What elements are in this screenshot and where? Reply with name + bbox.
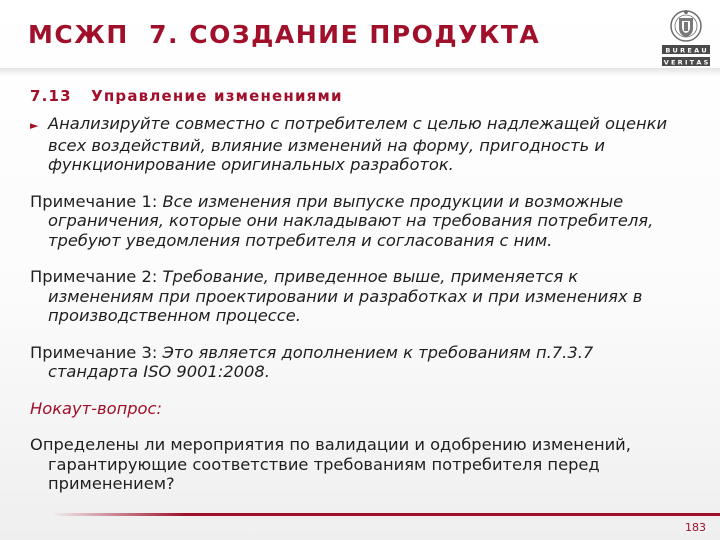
slide-content xyxy=(30,114,680,511)
note-3-text: Это является дополнением к требованиям п.7.3.7 стандарта ISO 9001:2008. xyxy=(48,342,594,381)
note-3-label: Примечание 3: xyxy=(30,342,163,362)
note-1 xyxy=(30,192,680,251)
page-number: 183 xyxy=(685,521,706,534)
knockout-label: Нокаут-вопрос: xyxy=(30,398,162,418)
bullet-item xyxy=(30,114,680,175)
bullet-text: Анализируйте совместно с потребителем с целью надлежащей оценки всех воздействий, влияние изменений на форму, пригодность и функционирование оригинальных разработок. xyxy=(48,114,668,174)
section-subtitle: 7.13 Управление изменениями xyxy=(30,87,343,105)
note-3 xyxy=(30,343,680,382)
header-divider xyxy=(0,68,720,76)
note-2-text: Требование, приведенное выше, применяется к изменениям при проектировании и разработках и при изменениях в производственном процессе. xyxy=(48,267,643,325)
note-2 xyxy=(30,267,680,326)
slide-title: МСЖП 7. СОЗДАНИЕ ПРОДУКТА xyxy=(28,20,541,49)
note-1-text: Все изменения при выпуске продукции и возможные ограничения, которые они накладывают на требования потребителя, требуют уведомления потребителя и согласования с ним. xyxy=(48,191,654,250)
knockout-question: Определены ли мероприятия по валидации и одобрению изменений, гарантирующие соответствие требованиям потребителя перед применением? xyxy=(30,435,631,493)
note-1-label: Примечание 1: xyxy=(30,191,163,211)
footer-divider xyxy=(52,513,720,516)
logo-text-bureau: B U R E A U xyxy=(665,46,707,55)
logo-text-veritas: V E R I T A S xyxy=(663,58,709,67)
note-2-label: Примечание 2: xyxy=(30,267,163,286)
bureau-veritas-logo xyxy=(657,6,715,70)
triangle-bullet-icon: ► xyxy=(30,119,39,132)
